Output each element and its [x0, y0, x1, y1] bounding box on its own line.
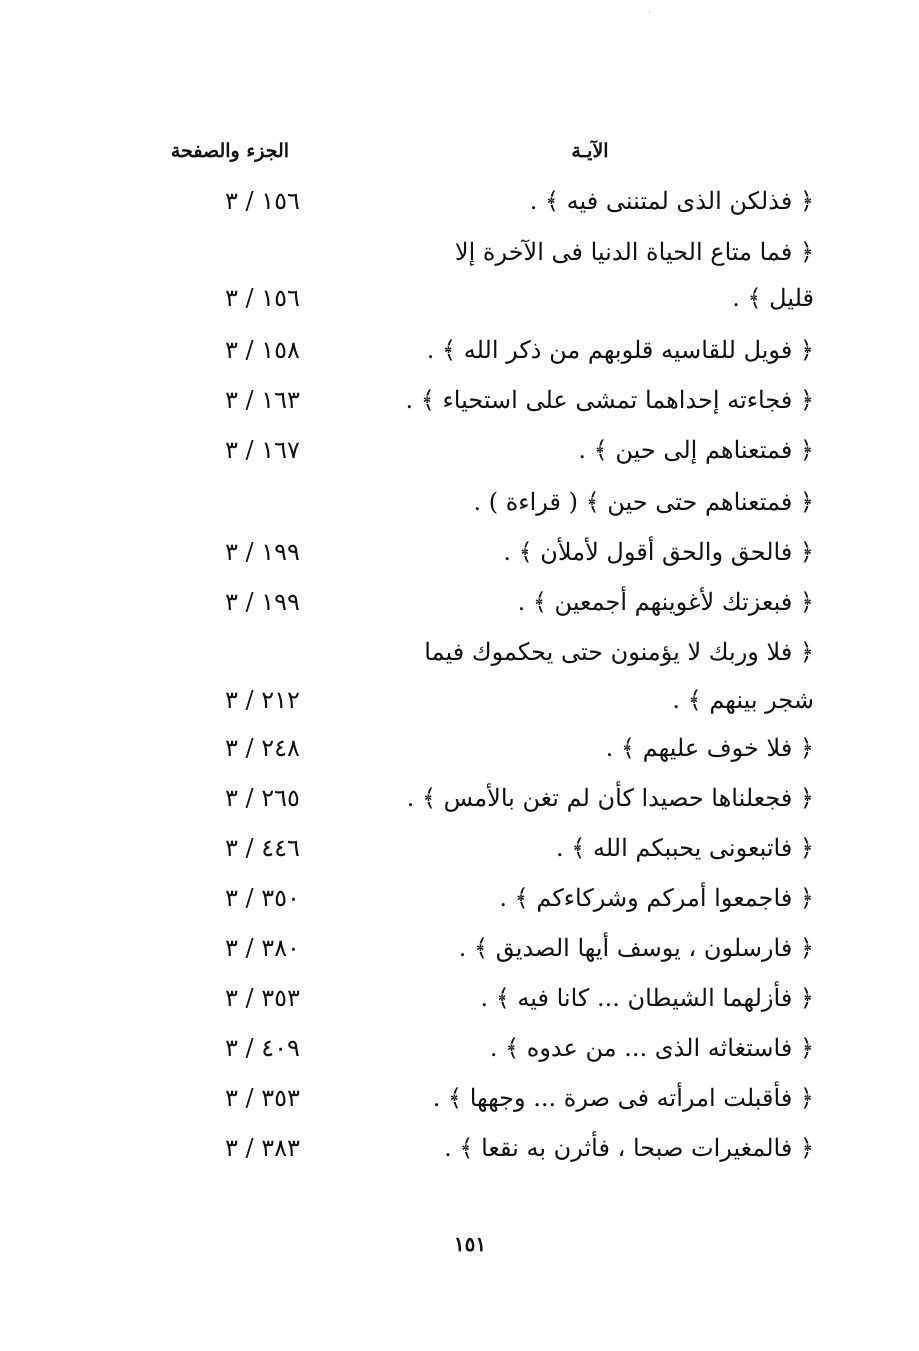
index-row — [0, 1023, 919, 1073]
verse-text: ﴿ فويل للقاسيه قلوبهم من ذكر الله ﴾ . — [426, 336, 814, 364]
volume-page-ref: ٣٥٣ / ٣ — [225, 984, 300, 1012]
index-row — [0, 477, 919, 527]
verse-text: ﴿ فاتبعونى يحببكم الله ﴾ . — [556, 834, 814, 862]
volume-page-ref: ١٦٧ / ٣ — [225, 436, 300, 464]
volume-page-ref: ١٦٣ / ٣ — [225, 386, 300, 414]
volume-page-ref: ١٩٩ / ٣ — [225, 588, 300, 616]
verse-text: شجر بينهم ﴾ . — [672, 686, 814, 714]
verse-text: ﴿ فجاءته إحداهما تمشى على استحياء ﴾ . — [405, 386, 814, 414]
volume-page-ref: ٣٥٣ / ٣ — [225, 1084, 300, 1112]
index-row — [0, 823, 919, 873]
volume-page-ref: ٢٦٥ / ٣ — [225, 784, 300, 812]
volume-page-ref: ١٥٦ / ٣ — [225, 284, 300, 312]
reference-column-header: الجزء والصفحة — [170, 140, 290, 162]
scan-mark: · — [648, 8, 652, 19]
index-row — [0, 723, 919, 773]
verse-text: ﴿ فذلكن الذى لمتننى فيه ﴾ . — [529, 187, 814, 215]
index-row — [0, 227, 919, 277]
verse-text: ﴿ فاجمعوا أمركم وشركاءكم ﴾ . — [499, 884, 814, 912]
index-row — [0, 973, 919, 1023]
volume-page-ref: ٣٥٠ / ٣ — [225, 884, 300, 912]
volume-page-ref: ٣٨٣ / ٣ — [225, 1134, 300, 1162]
index-row — [0, 627, 919, 677]
verse-text: قليل ﴾ . — [732, 284, 814, 312]
volume-page-ref: ١٥٨ / ٣ — [225, 336, 300, 364]
volume-page-ref: ٣٨٠ / ٣ — [225, 934, 300, 962]
index-row — [0, 375, 919, 425]
index-row — [0, 527, 919, 577]
verse-text: ﴿ فمتعناهم حتى حين ﴾ ( قراءة ) . — [473, 488, 814, 516]
volume-page-ref: ٤٤٦ / ٣ — [225, 834, 300, 862]
index-row — [0, 773, 919, 823]
index-row — [0, 675, 919, 725]
index-row — [0, 873, 919, 923]
index-row — [0, 176, 919, 226]
index-row — [0, 577, 919, 627]
verse-text: ﴿ فمتعناهم إلى حين ﴾ . — [578, 436, 814, 464]
index-row — [0, 1123, 919, 1173]
volume-page-ref: ١٥٦ / ٣ — [225, 187, 300, 215]
verse-text: ﴿ فبعزتك لأغوينهم أجمعين ﴾ . — [517, 588, 814, 616]
index-row — [0, 1073, 919, 1123]
verse-text: ﴿ فلا خوف عليهم ﴾ . — [605, 734, 814, 762]
volume-page-ref: ٢١٢ / ٣ — [225, 686, 300, 714]
page-number: ١٥١ — [453, 1232, 487, 1256]
verse-text: ﴿ فارسلون ، يوسف أيها الصديق ﴾ . — [458, 934, 814, 962]
verse-text: ﴿ فالحق والحق أقول لأملأن ﴾ . — [503, 538, 814, 566]
volume-page-ref: ١٩٩ / ٣ — [225, 538, 300, 566]
index-row — [0, 325, 919, 375]
verse-text: ﴿ فاستغاثه الذى ... من عدوه ﴾ . — [489, 1034, 814, 1062]
verse-text: ﴿ فما متاع الحياة الدنيا فى الآخرة إلا — [454, 238, 814, 266]
volume-page-ref: ٤٠٩ / ٣ — [225, 1034, 300, 1062]
verse-text: ﴿ فأقبلت امرأته فى صرة ... وجهها ﴾ . — [432, 1084, 814, 1112]
verse-text: ﴿ فالمغيرات صبحا ، فأثرن به نقعا ﴾ . — [444, 1134, 814, 1162]
index-row — [0, 273, 919, 323]
verse-text: ﴿ فأزلهما الشيطان ... كانا فيه ﴾ . — [480, 984, 814, 1012]
index-row — [0, 923, 919, 973]
index-row — [0, 425, 919, 475]
verse-column-header: الآيـة — [571, 140, 609, 162]
verse-text: ﴿ فلا وربك لا يؤمنون حتى يحكموك فيما — [424, 638, 814, 666]
verse-text: ﴿ فجعلناها حصيدا كأن لم تغن بالأمس ﴾ . — [406, 784, 814, 812]
volume-page-ref: ٢٤٨ / ٣ — [225, 734, 300, 762]
